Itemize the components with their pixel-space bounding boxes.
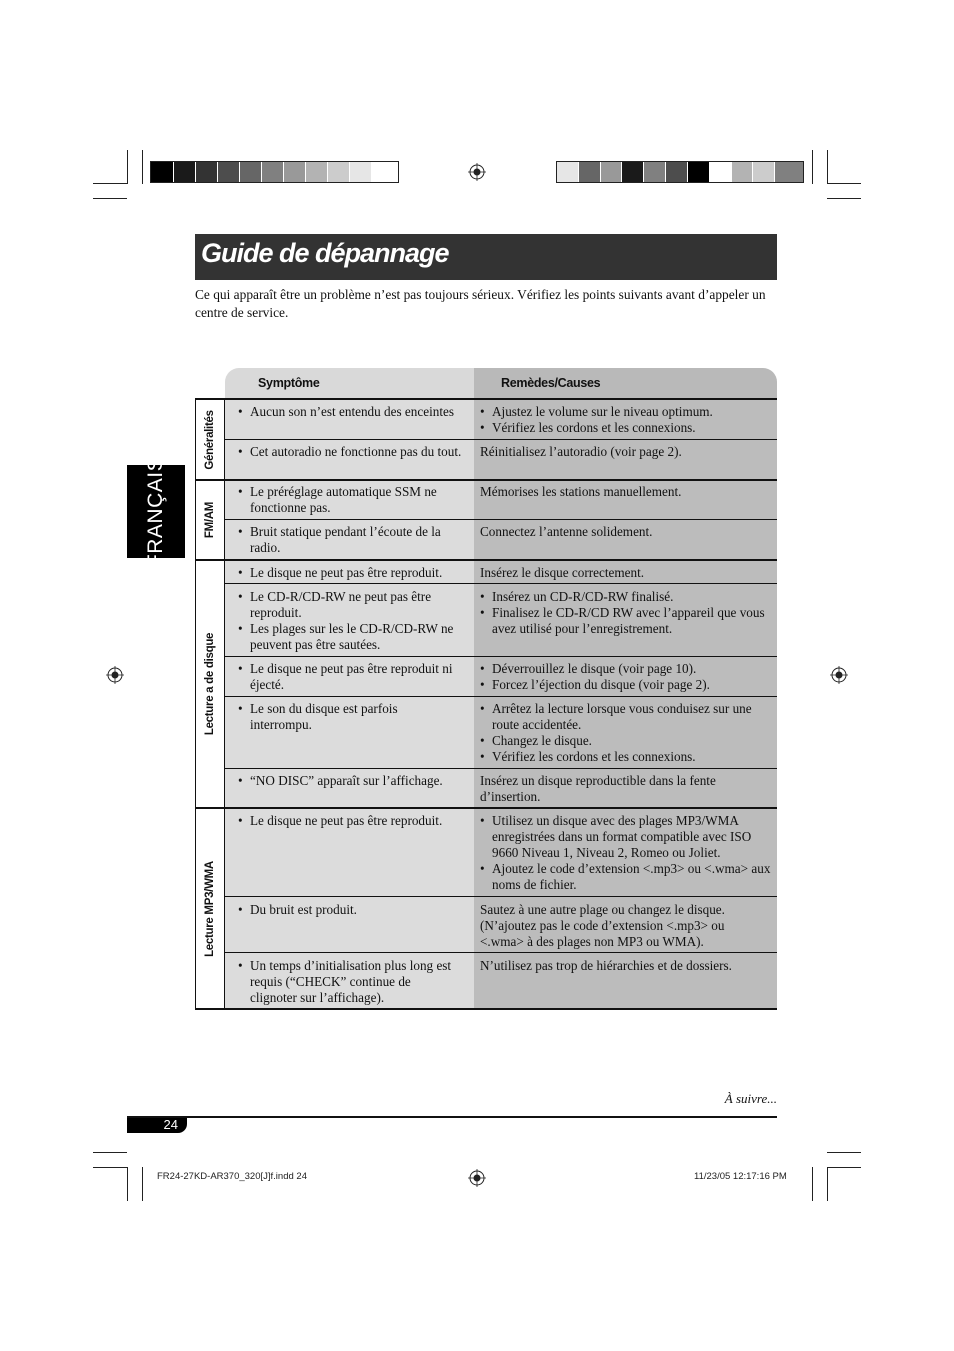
remedy-cell xyxy=(480,524,772,540)
symptom-item: • Le disque ne peut pas être reproduit. xyxy=(238,565,470,581)
symptom-cell xyxy=(238,444,468,460)
symptom-cell xyxy=(238,661,468,693)
remedy-cell xyxy=(480,565,772,581)
remedy-item: N’utilisez pas trop de hiérarchies et de dossiers. xyxy=(480,958,732,973)
symptom-header-label: Symptôme xyxy=(258,376,320,390)
category-mp3 xyxy=(195,808,225,1010)
crop-mark xyxy=(827,183,861,184)
category-fmam-label: FM/AM xyxy=(204,501,216,539)
symptom-cell xyxy=(238,565,470,581)
remedy-item: Insérez le disque correctement. xyxy=(480,565,645,580)
footer-rule xyxy=(127,1116,777,1118)
row-divider xyxy=(225,656,777,657)
registration-mark-icon xyxy=(468,163,486,181)
crop-mark xyxy=(827,1167,828,1201)
remedy-cell xyxy=(480,773,770,805)
remedy-item: • Ajustez le volume sur le niveau optimum. xyxy=(480,404,777,420)
remedy-item: • Vérifiez les cordons et les connexions. xyxy=(480,420,777,436)
remedy-item: Mémorises les stations manuellement. xyxy=(480,484,682,499)
crop-mark xyxy=(827,150,828,184)
symptom-item: • “NO DISC” apparaît sur l’affichage. xyxy=(238,773,470,789)
registration-mark-icon xyxy=(106,666,124,684)
remedy-item: • Ajoutez le code d’extension <.mp3> ou <.wma> aux noms de fichier. xyxy=(480,861,777,893)
symptom-cell xyxy=(238,524,468,556)
slug-filename: FR24-27KD-AR370_320[J]f.indd 24 xyxy=(157,1171,307,1182)
row-divider xyxy=(225,896,777,897)
remedy-item: • Utilisez un disque avec des plages MP3/WMA enregistrées dans un format compatible avec ISO 9660 Niveau 1, Niveau 2, Romeo ou Joliet. xyxy=(480,813,777,861)
symptom-cell xyxy=(238,958,458,1006)
symptom-cell xyxy=(238,484,468,516)
remedy-cell xyxy=(480,902,758,950)
symptom-cell xyxy=(238,404,468,420)
remedy-item: • Déverrouillez le disque (voir page 10). xyxy=(480,661,775,677)
category-general-label: Généralités xyxy=(204,409,216,470)
category-fmam xyxy=(195,480,225,560)
row-divider xyxy=(225,768,777,769)
language-tab xyxy=(127,456,185,567)
category-mp3-label: Lecture MP3/WMA xyxy=(204,861,216,957)
registration-mark-icon xyxy=(468,1169,486,1187)
table-rule xyxy=(195,1008,777,1010)
row-divider xyxy=(225,439,777,440)
section-divider xyxy=(195,807,777,809)
row-divider xyxy=(225,952,777,953)
intro-paragraph: Ce qui apparaît être un problème n’est pas toujours sérieux. Vérifiez les points suivants avant d’appeler un centre de service. xyxy=(195,287,766,320)
remedy-cell xyxy=(480,484,772,500)
remedy-cell xyxy=(480,958,775,974)
remedy-item: • Vérifiez les cordons et les connexions. xyxy=(480,749,777,765)
table-rule xyxy=(195,398,777,400)
remedy-item: • Changez le disque. xyxy=(480,733,777,749)
crop-mark xyxy=(142,1167,143,1201)
title-band xyxy=(195,234,777,280)
registration-mark-icon xyxy=(830,666,848,684)
section-divider xyxy=(195,479,777,481)
remedy-cell xyxy=(480,404,777,436)
remedy-cell xyxy=(480,589,775,637)
row-divider xyxy=(225,519,777,520)
symptom-cell xyxy=(238,701,448,733)
symptom-item: • Cet autoradio ne fonctionne pas du tout. xyxy=(238,444,468,460)
symptom-item: • Le CD-R/CD-RW ne peut pas être reproduit. xyxy=(238,589,468,621)
symptom-header xyxy=(225,368,474,399)
remedy-header xyxy=(474,368,777,399)
slug-timestamp: 11/23/05 12:17:16 PM xyxy=(694,1171,787,1182)
symptom-item: • Le son du disque est parfois interrompu. xyxy=(238,701,448,733)
language-tab-label: FRANÇAIS xyxy=(144,456,167,567)
remedy-cell xyxy=(480,813,777,893)
remedy-cell xyxy=(480,661,775,693)
remedy-item: Sautez à une autre plage ou changez le disque. (N’ajoutez pas le code d’extension <.mp3> ou <.wma> à des plages non MP3 ou WMA). xyxy=(480,902,725,949)
remedy-item: Connectez l’antenne solidement. xyxy=(480,524,653,539)
color-bar-right xyxy=(556,161,804,183)
continue-label: À suivre... xyxy=(724,1091,777,1106)
category-disc-label: Lecture a de disque xyxy=(204,632,216,736)
crop-mark xyxy=(812,150,813,184)
crop-mark xyxy=(93,1152,127,1153)
remedy-item: • Forcez l’éjection du disque (voir page 2). xyxy=(480,677,775,693)
symptom-cell xyxy=(238,589,468,653)
crop-mark xyxy=(827,1152,861,1153)
symptom-item: • Le disque ne peut pas être reproduit. xyxy=(238,813,470,829)
row-divider xyxy=(225,583,777,584)
crop-mark xyxy=(827,1167,861,1168)
symptom-item: • Du bruit est produit. xyxy=(238,902,468,918)
crop-mark xyxy=(93,198,127,199)
symptom-item: • Aucun son n’est entendu des enceintes xyxy=(238,404,468,420)
section-divider xyxy=(195,559,777,561)
crop-mark xyxy=(812,1167,813,1201)
symptom-item: • Bruit statique pendant l’écoute de la radio. xyxy=(238,524,468,556)
remedy-item: Réinitialisez l’autoradio (voir page 2). xyxy=(480,444,682,459)
page-title: Guide de dépannage xyxy=(201,238,449,268)
symptom-item: • Un temps d’initialisation plus long est requis (“CHECK” continue de clignoter sur l’affichage). xyxy=(238,958,458,1006)
symptom-cell xyxy=(238,902,468,918)
symptom-item: • Le préréglage automatique SSM ne fonctionne pas. xyxy=(238,484,468,516)
category-disc xyxy=(195,560,225,808)
remedy-item: • Insérez un CD-R/CD-RW finalisé. xyxy=(480,589,775,605)
symptom-item: • Le disque ne peut pas être reproduit ni éjecté. xyxy=(238,661,468,693)
symptom-cell xyxy=(238,773,470,789)
color-bar-left xyxy=(150,161,399,183)
page-number: 24 xyxy=(163,1117,178,1132)
crop-mark xyxy=(142,150,143,184)
remedy-cell xyxy=(480,444,772,460)
remedy-item: • Finalisez le CD-R/CD RW avec l’appareil que vous avez utilisé pour l’enregistrement. xyxy=(480,605,775,637)
symptom-item: • Les plages sur les le CD-R/CD-RW ne peuvent pas être sautées. xyxy=(238,621,468,653)
remedy-item: Insérez un disque reproductible dans la fente d’insertion. xyxy=(480,773,716,804)
symptom-cell xyxy=(238,813,470,829)
crop-mark xyxy=(127,1167,128,1201)
crop-mark xyxy=(827,198,861,199)
remedy-header-label: Remèdes/Causes xyxy=(501,376,601,390)
page-number-tab xyxy=(127,1118,187,1133)
crop-mark xyxy=(127,150,128,184)
category-general xyxy=(195,399,225,480)
crop-mark xyxy=(93,183,127,184)
remedy-cell xyxy=(480,701,777,765)
crop-mark xyxy=(93,1167,127,1168)
row-divider xyxy=(225,696,777,697)
remedy-item: • Arrêtez la lecture lorsque vous conduisez sur une route accidentée. xyxy=(480,701,777,733)
